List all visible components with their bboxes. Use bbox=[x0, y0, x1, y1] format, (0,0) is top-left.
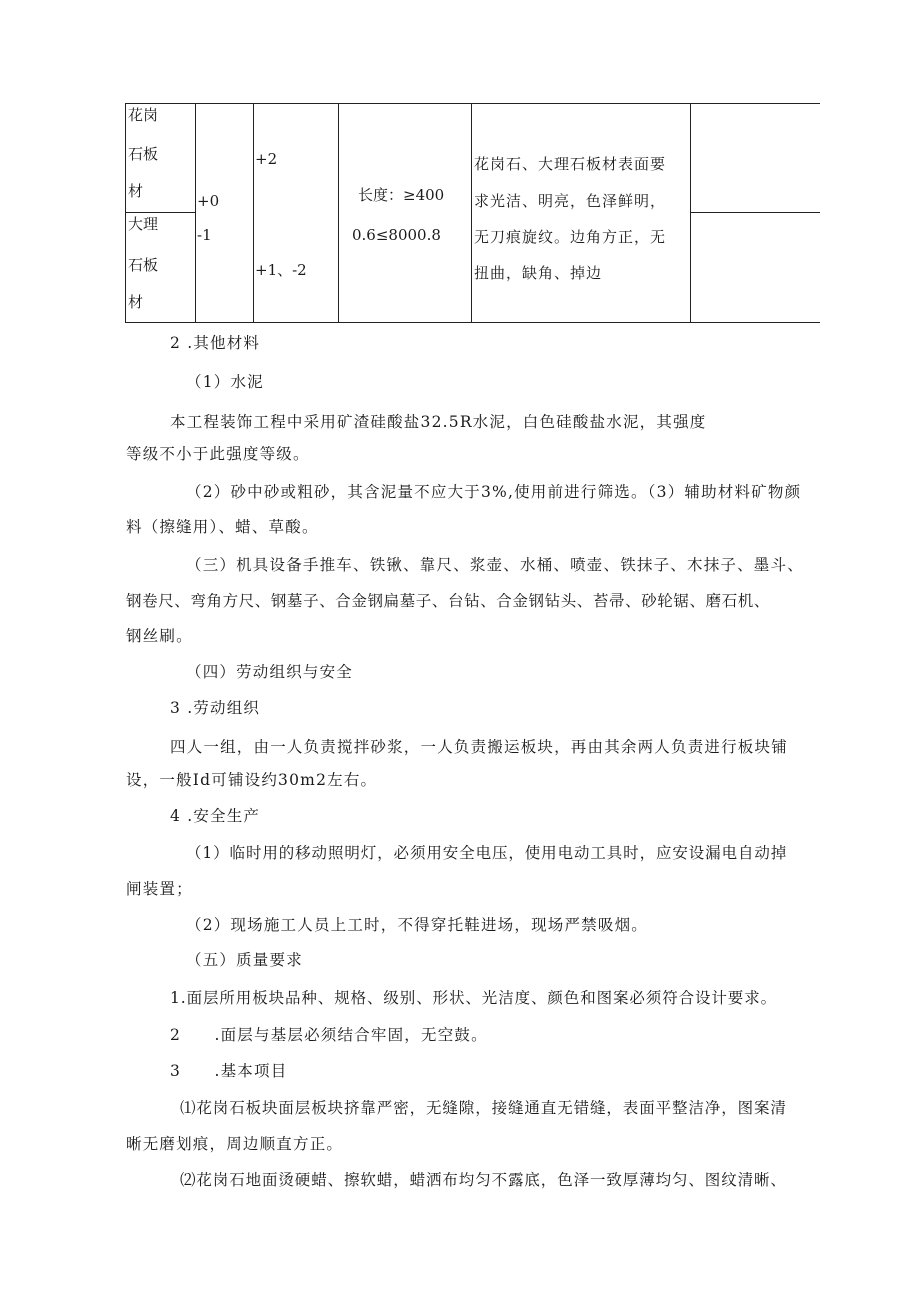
basic-item-1-line-1: ⑴花岗石板块面层板块挤靠严密，无缝隙，接缝通直无错缝，表面平整洁净，图案清 bbox=[180, 1099, 787, 1117]
heading-labor-organization: 3 .劳动组织 bbox=[170, 699, 261, 717]
basic-item-1-line-2: 晰无磨划痕，周边顺直方正。 bbox=[126, 1135, 344, 1153]
deviation-top: +2 bbox=[255, 150, 278, 168]
thickness-spec: 0.6≤8000.8 bbox=[352, 226, 441, 244]
paragraph-labor-1: 四人一组，由一人负责搅拌砂浆，一人负责搬运板块，再由其余两人负责进行板块铺 bbox=[170, 738, 788, 756]
surface-requirement-2: 求光洁、明亮，色泽鲜明， bbox=[474, 192, 667, 210]
surface-requirement-3: 无刀痕旋纹。边角方正，无 bbox=[474, 228, 667, 246]
table-bottom-border bbox=[125, 322, 820, 323]
paragraph-equipment-3: 钢丝刷。 bbox=[126, 627, 193, 645]
surface-requirement-4: 扭曲，缺角、掉边 bbox=[474, 264, 603, 282]
length-spec: 长度：≥400 bbox=[358, 186, 445, 204]
table-top-border bbox=[125, 103, 820, 104]
table-col-divider-2 bbox=[253, 103, 254, 323]
heading-other-materials: 2 .其他材料 bbox=[170, 334, 261, 352]
granite-label-3: 材 bbox=[128, 182, 144, 200]
heading-safe-production: 4 .安全生产 bbox=[170, 807, 261, 825]
quality-item-2: 2 .面层与基层必须结合牢固，无空鼓。 bbox=[170, 1026, 488, 1044]
heading-quality-requirements: （五）质量要求 bbox=[186, 951, 303, 969]
paragraph-labor-2: 设，一般Id可铺设约30m2左右。 bbox=[126, 771, 378, 789]
marble-label-2: 石板 bbox=[128, 256, 159, 274]
marble-label-1: 大理 bbox=[128, 215, 159, 233]
paragraph-sand-2: 料（擦缝用）、蜡、草酸。 bbox=[126, 518, 319, 536]
heading-labor-safety: （四）劳动组织与安全 bbox=[186, 663, 354, 681]
tolerance-top: +0 bbox=[197, 192, 220, 210]
paragraph-sand-1: （2）砂中砂或粗砂，其含泥量不应大于3%,使用前进行筛选。（3）辅助材料矿物颜 bbox=[186, 483, 802, 501]
table-col-divider-4 bbox=[471, 103, 472, 323]
paragraph-safety-1: （1）临时用的移动照明灯，必须用安全电压，使用电动工具时，应安设漏电自动掉 bbox=[186, 844, 788, 862]
basic-item-2-line-1: ⑵花岗石地面烫硬蜡、擦软蜡，蜡洒布均匀不露底，色泽一致厚薄均匀、图纹清晰、 bbox=[180, 1171, 787, 1189]
granite-label-1: 花岗 bbox=[128, 106, 159, 124]
table-mid-border bbox=[125, 212, 195, 213]
paragraph-cement-1: 本工程装饰工程中采用矿渣硅酸盐32.5R水泥，白色硅酸盐水泥，其强度 bbox=[170, 413, 707, 431]
paragraph-safety-3: （2）现场施工人员上工时，不得穿托鞋进场，现场严禁吸烟。 bbox=[186, 916, 648, 934]
table-left-border bbox=[125, 103, 126, 323]
paragraph-equipment-2: 钢卷尺、弯角方尺、钢墓子、合金钢扁墓子、台钻、合金钢钻头、苔帚、砂轮锯、磨石机、 bbox=[126, 592, 771, 610]
granite-label-2: 石板 bbox=[128, 145, 159, 163]
paragraph-safety-2: 闸装置； bbox=[126, 880, 193, 898]
deviation-bottom: +1、-2 bbox=[255, 261, 307, 279]
paragraph-equipment-1: （三）机具设备手推车、铁锹、靠尺、浆壶、水桶、喷壶、铁抹子、木抹子、墨斗、 bbox=[186, 556, 804, 574]
subheading-cement: （1）水泥 bbox=[186, 373, 264, 391]
marble-label-3: 材 bbox=[128, 293, 144, 311]
table-col-divider-3 bbox=[338, 103, 339, 323]
table-col-divider-1 bbox=[195, 103, 196, 323]
table-col-divider-5 bbox=[690, 103, 691, 323]
paragraph-cement-2: 等级不小于此强度等级。 bbox=[126, 445, 310, 463]
table-mid-border-right bbox=[690, 212, 820, 213]
tolerance-bottom: -1 bbox=[197, 226, 212, 244]
quality-item-3: 3 .基本项目 bbox=[170, 1062, 288, 1080]
quality-item-1: 1.面层所用板块品种、规格、级别、形状、光洁度、颜色和图案必须符合设计要求。 bbox=[170, 989, 777, 1007]
surface-requirement-1: 花岗石、大理石板材表面要 bbox=[474, 155, 667, 173]
